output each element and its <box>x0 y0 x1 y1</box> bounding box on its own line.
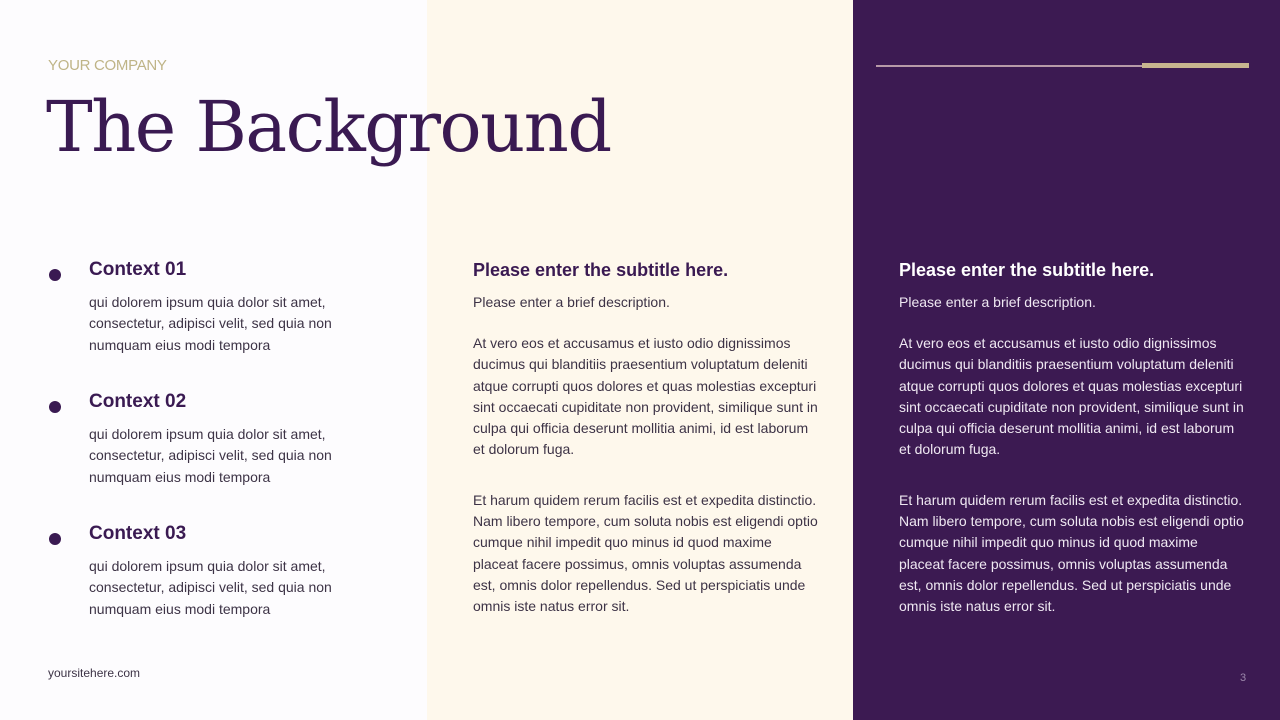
bullet-dot-icon <box>49 269 61 281</box>
context-title: Context 01 <box>89 259 187 280</box>
company-name: YOUR COMPANY <box>48 57 167 74</box>
context-text: qui dolorem ipsum quia dolor sit amet, consectetur, adipisci velit, sed quia non numquam eius modi tempora <box>89 294 332 353</box>
context-title: Context 02 <box>89 391 187 412</box>
bullet-dot-icon <box>49 401 61 413</box>
panel-brief: Please enter a brief description. <box>473 294 670 310</box>
right-panel <box>899 259 1244 618</box>
panel-paragraph-2: Et harum quidem rerum facilis est et expedita distinctio. Nam libero tempore, cum soluta nobis est eligendi optio cumque nihil impedit quo minus id quod maxime placeat facere possimus, omnis voluptas assumenda est, omnis dolor repellendus. Sed ut perspiciatis unde omnis iste natus error sit. <box>473 491 818 615</box>
middle-panel <box>473 259 818 618</box>
panel-brief: Please enter a brief description. <box>899 294 1096 310</box>
context-text: qui dolorem ipsum quia dolor sit amet, consectetur, adipisci velit, sed quia non numquam eius modi tempora <box>89 558 332 617</box>
page-number: 3 <box>1240 672 1247 684</box>
panel-subtitle: Please enter the subtitle here. <box>899 260 1155 280</box>
context-title: Context 03 <box>89 523 187 544</box>
context-text: qui dolorem ipsum quia dolor sit amet, consectetur, adipisci velit, sed quia non numquam eius modi tempora <box>89 426 332 485</box>
decorative-rule-thin <box>876 65 1142 67</box>
bullet-dot-icon <box>49 533 61 545</box>
panel-paragraph-1: At vero eos et accusamus et iusto odio dignissimos ducimus qui blanditiis praesentium voluptatum deleniti atque corrupti quos dolores et quas molestias excepturi sint occaecati cupiditate non provident, similique sunt in culpa qui officia deserunt mollitia animi, id est laborum et dolorum fuga. <box>899 335 1244 458</box>
site-url: yoursitehere.com <box>48 666 141 680</box>
panel-subtitle: Please enter the subtitle here. <box>473 260 729 280</box>
panel-paragraph-2: Et harum quidem rerum facilis est et expedita distinctio. Nam libero tempore, cum soluta nobis est eligendi optio cumque nihil impedit quo minus id quod maxime placeat facere possimus, omnis voluptas assumenda est, omnis dolor repellendus. Sed ut perspiciatis unde omnis iste natus error sit. <box>899 491 1244 615</box>
panel-paragraph-1: At vero eos et accusamus et iusto odio dignissimos ducimus qui blanditiis praesentium voluptatum deleniti atque corrupti quos dolores et quas molestias excepturi sint occaecati cupiditate non provident, similique sunt in culpa qui officia deserunt mollitia animi, id est laborum et dolorum fuga. <box>473 335 818 458</box>
page-title: The Background <box>46 86 611 168</box>
decorative-rule-accent <box>1142 63 1249 68</box>
